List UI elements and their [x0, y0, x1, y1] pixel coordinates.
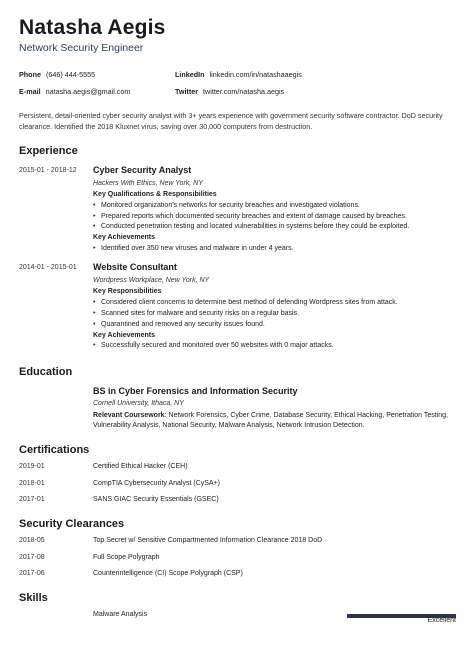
candidate-name: Natasha Aegis	[19, 16, 166, 39]
list-item: • Successfully secured and monitored over 50 websites with 0 major attacks.	[93, 342, 456, 351]
clearance-row	[19, 537, 456, 546]
contact-phone	[19, 70, 175, 79]
clearance-date: 2018-05	[19, 537, 45, 545]
contact-grid	[19, 70, 456, 96]
contact-value: (646) 444-5555	[45, 70, 96, 80]
job-role: Website Consultant	[93, 262, 177, 273]
job-role: Cyber Security Analyst	[93, 164, 192, 175]
section-clearances-heading: Security Clearances	[19, 517, 125, 530]
education-degree: BS in Cyber Forensics and Information Security	[93, 386, 298, 397]
clearance-name: Top Secret w/ Sensitive Compartmented Information Clearance 2018 DoD	[93, 537, 323, 545]
certification-date: 2019-01	[19, 463, 45, 471]
certification-name: Certified Ethical Hacker (CEH)	[93, 463, 188, 471]
job-body	[93, 165, 456, 256]
contact-label: Phone	[19, 70, 41, 80]
section-certifications-heading: Certifications	[19, 443, 90, 456]
job-company: Wordpress Workplace, New York, NY	[93, 277, 210, 285]
section-skills-heading: Skills	[19, 591, 48, 604]
job-dates: 2015-01 - 2018-12	[19, 166, 77, 174]
education-coursework	[93, 411, 456, 431]
summary-text: Persistent, detail-oriented cyber security analyst with 3+ years experience with government security software contractor. DoD security clearance. Identified the 2018 Kluxnet virus, saving over 30,000 computers from destruction.	[19, 111, 443, 131]
candidate-title: Network Security Engineer	[19, 42, 144, 55]
list-item: • Conducted penetration testing and located vulnerabilities in systems before they could be exploited.	[93, 223, 456, 232]
contact-label: LinkedIn	[175, 70, 205, 80]
job-bullets	[93, 299, 456, 330]
job-dates: 2014-01 - 2015-01	[19, 264, 77, 272]
job-company: Hackers With Ethics, New York, NY	[93, 180, 203, 188]
contact-label: E-mail	[19, 87, 41, 97]
certification-row	[19, 496, 456, 505]
contact-value: linkedin.com/in/natashaaegis	[209, 70, 302, 80]
certification-row	[19, 480, 456, 489]
clearance-date: 2017-06	[19, 569, 45, 577]
coursework-text: : Network Forensics, Cyber Crime, Database Security, Ethical Hacking, Penetration Testing, Vulnerability Analysis, National Security, Malware Analysis, Network Intrusion Detection.	[93, 412, 448, 429]
job-subheading: Key Qualifications & Responsibilities	[93, 190, 217, 198]
clearance-name: Counterintelligence (CI) Scope Polygraph (CSP)	[93, 569, 243, 577]
job-bullets	[93, 245, 456, 254]
contact-label: Twitter	[175, 87, 199, 97]
job-entry	[19, 262, 456, 353]
education-entry	[93, 386, 456, 431]
skill-row	[19, 611, 456, 620]
contact-value: twitter.com/natasha.aegis	[203, 87, 285, 97]
education-school: Cornell University, Ithaca, NY	[93, 400, 184, 408]
contact-value: natasha.aegis@gmail.com	[45, 87, 131, 97]
job-subheading: Key Responsibilities	[93, 288, 162, 296]
list-item: • Monitored organization's networks for security breaches and investigated violations.	[93, 202, 456, 211]
list-item: • Scanned sites for malware and security risks on a regular basis.	[93, 310, 456, 319]
list-item: • Identified over 350 new viruses and malware in under 4 years.	[93, 245, 456, 254]
job-entry	[19, 165, 456, 256]
contact-twitter	[175, 87, 456, 96]
job-subheading: Key Achievements	[93, 234, 155, 242]
certification-name: SANS GIAC Security Essentials (GSEC)	[93, 495, 219, 503]
section-education-heading: Education	[19, 366, 73, 379]
certification-name: CompTIA Cybersecurity Analyst (CySA+)	[93, 479, 221, 487]
skill-name: Malware Analysis	[93, 611, 148, 619]
coursework-label: Relevant Coursework	[93, 412, 165, 420]
section-experience-heading: Experience	[19, 145, 78, 158]
list-item: • Considered client concerns to determine best method of defending Wordpress sites from attack.	[93, 299, 456, 308]
certification-date: 2017-01	[19, 495, 45, 503]
contact-linkedin	[175, 70, 456, 79]
job-bullets	[93, 342, 456, 351]
contact-email	[19, 87, 175, 96]
clearance-row	[19, 570, 456, 579]
clearance-date: 2017-08	[19, 553, 45, 561]
list-item: • Quarantined and removed any security issues found.	[93, 321, 456, 330]
skill-level-label: Excellent	[427, 617, 456, 624]
certification-date: 2018-01	[19, 479, 45, 487]
clearance-name: Full Scope Polygraph	[93, 553, 160, 561]
job-subheading: Key Achievements	[93, 331, 155, 339]
list-item: • Prepared reports which documented security breaches and extent of damage caused by breaches.	[93, 213, 456, 222]
job-body	[93, 262, 456, 353]
job-bullets	[93, 202, 456, 233]
clearance-row	[19, 554, 456, 563]
certification-row	[19, 463, 456, 472]
